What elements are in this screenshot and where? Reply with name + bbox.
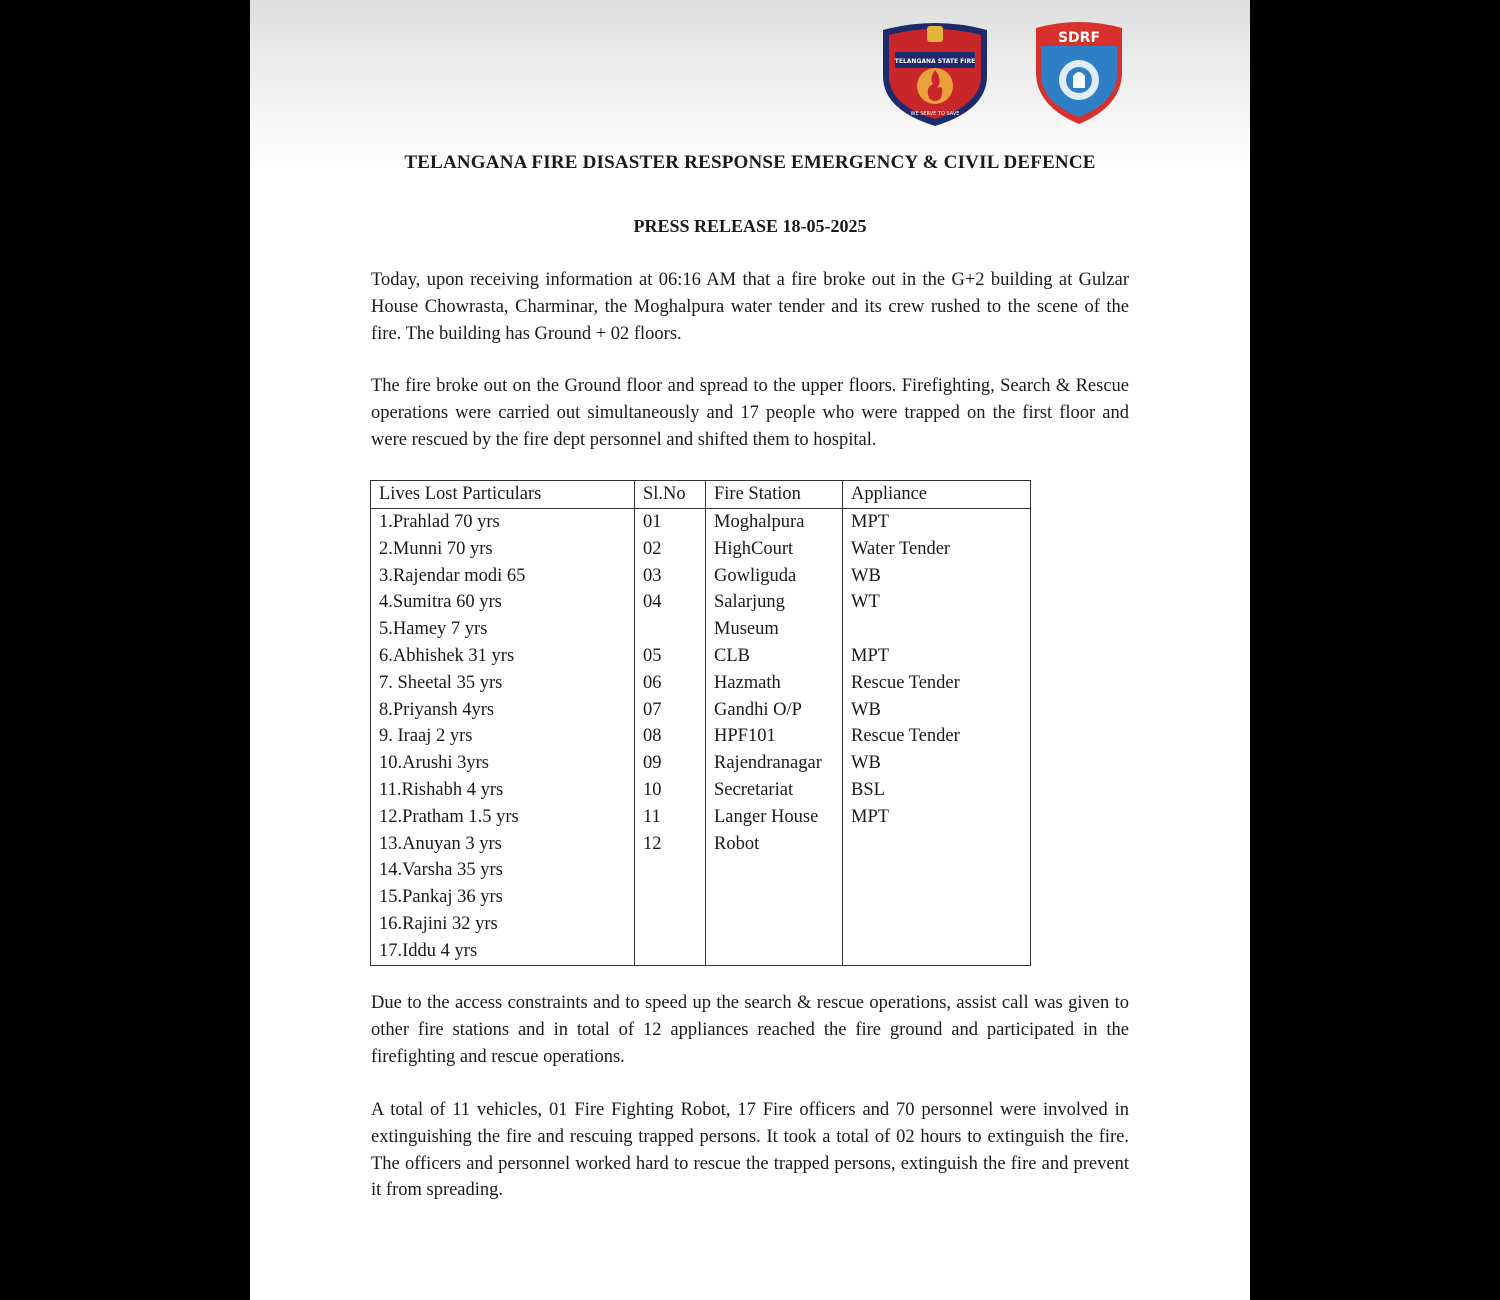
table-row (371, 777, 1031, 804)
victim-cell: 3.Rajendar modi 65 (371, 563, 635, 590)
table-row (371, 884, 1031, 911)
sl-no-cell (635, 857, 706, 884)
appliance-cell: WB (843, 563, 1031, 590)
table-row (371, 643, 1031, 670)
table-row (371, 857, 1031, 884)
paragraph-resources: A total of 11 vehicles, 01 Fire Fighting Robot, 17 Fire officers and 70 personnel were involved in extinguishing the fire and rescuing trapped persons. It took a total of 02 hours to extinguish the fire. The officers and personnel worked hard to rescue the trapped persons, extinguish the fire and prevent it from spreading. (371, 1100, 1129, 1201)
appliance-cell: WT (843, 589, 1031, 616)
department-title: TELANGANA FIRE DISASTER RESPONSE EMERGENCY & CIVIL DEFENCE (404, 152, 1096, 173)
press-release-title: PRESS RELEASE 18-05-2025 (633, 216, 867, 236)
sl-no-cell: 05 (635, 643, 706, 670)
press-release-page (250, 0, 1250, 1300)
fire-station-cell: CLB (706, 643, 843, 670)
sl-no-cell: 02 (635, 536, 706, 563)
table-row (371, 589, 1031, 616)
fire-station-cell: Robot (706, 831, 843, 858)
table-row (371, 536, 1031, 563)
fire-station-cell: Secretariat (706, 777, 843, 804)
fire-station-cell: Museum (706, 616, 843, 643)
victim-cell: 2.Munni 70 yrs (371, 536, 635, 563)
victim-cell: 11.Rishabh 4 yrs (371, 777, 635, 804)
fire-logo-text: TELANGANA STATE FIRE (894, 58, 976, 65)
table-row (371, 723, 1031, 750)
victim-cell: 14.Varsha 35 yrs (371, 857, 635, 884)
fire-station-cell (706, 884, 843, 911)
appliance-cell: MPT (843, 509, 1031, 536)
sl-no-cell: 07 (635, 697, 706, 724)
sl-no-cell: 08 (635, 723, 706, 750)
table-header-row (371, 481, 1031, 509)
sdrf-logo-text: SDRF (1057, 30, 1101, 46)
table-row (371, 670, 1031, 697)
appliance-cell (843, 831, 1031, 858)
table-row (371, 804, 1031, 831)
fire-station-cell: Rajendranagar (706, 750, 843, 777)
table-row (371, 616, 1031, 643)
appliance-cell: Water Tender (843, 536, 1031, 563)
victim-cell: 7. Sheetal 35 yrs (371, 670, 635, 697)
table-row (371, 509, 1031, 536)
victim-cell: 16.Rajini 32 yrs (371, 911, 635, 938)
victim-cell: 15.Pankaj 36 yrs (371, 884, 635, 911)
table-row (371, 563, 1031, 590)
sl-no-cell (635, 911, 706, 938)
sl-no-cell: 06 (635, 670, 706, 697)
table-row (371, 697, 1031, 724)
appliance-cell (843, 616, 1031, 643)
victim-cell: 9. Iraaj 2 yrs (371, 723, 635, 750)
sl-no-cell: 01 (635, 509, 706, 536)
victim-cell: 17.Iddu 4 yrs (371, 938, 635, 965)
column-header-lives-lost: Lives Lost Particulars (371, 481, 635, 509)
fire-station-cell: Salarjung (706, 589, 843, 616)
table-row (371, 831, 1031, 858)
victim-cell: 1.Prahlad 70 yrs (371, 509, 635, 536)
appliance-cell (843, 938, 1031, 965)
logo-row (875, 18, 1145, 130)
appliance-cell: Rescue Tender (843, 723, 1031, 750)
sl-no-cell: 10 (635, 777, 706, 804)
victim-cell: 12.Pratham 1.5 yrs (371, 804, 635, 831)
fire-station-cell: HPF101 (706, 723, 843, 750)
sl-no-cell (635, 938, 706, 965)
paragraph-assist-call: Due to the access constraints and to speed up the search & rescue operations, assist call was given to other fire stations and in total of 12 appliances reached the fire ground and participated in the firefighting and rescue operations. (371, 993, 1129, 1067)
fire-station-cell: Moghalpura (706, 509, 843, 536)
lives-lost-table (370, 480, 1031, 966)
table-row (371, 911, 1031, 938)
victim-cell: 5.Hamey 7 yrs (371, 616, 635, 643)
sl-no-cell: 09 (635, 750, 706, 777)
fire-station-cell (706, 938, 843, 965)
sl-no-cell (635, 884, 706, 911)
telangana-state-fire-logo (875, 18, 995, 128)
victim-cell: 13.Anuyan 3 yrs (371, 831, 635, 858)
victim-cell: 6.Abhishek 31 yrs (371, 643, 635, 670)
fire-station-cell: HighCourt (706, 536, 843, 563)
appliance-cell (843, 857, 1031, 884)
fire-station-cell (706, 911, 843, 938)
fire-station-cell: Hazmath (706, 670, 843, 697)
appliance-cell: Rescue Tender (843, 670, 1031, 697)
sl-no-cell (635, 616, 706, 643)
appliance-cell: WB (843, 697, 1031, 724)
appliance-cell: MPT (843, 643, 1031, 670)
column-header-fire-station: Fire Station (706, 481, 843, 509)
appliance-cell (843, 911, 1031, 938)
fire-logo-motto: WE SERVE TO SAVE (910, 111, 960, 117)
appliance-cell: WB (843, 750, 1031, 777)
table-row (371, 750, 1031, 777)
paragraph-rescue: The fire broke out on the Ground floor and spread to the upper floors. Firefighting, Search & Rescue operations were carried out simultaneously and 17 people who were trapped on the first floor and were rescued by the fire dept personnel and shifted them to hospital. (371, 376, 1129, 450)
appliance-cell (843, 884, 1031, 911)
fire-station-cell (706, 857, 843, 884)
sdrf-logo (1030, 18, 1128, 126)
victim-cell: 8.Priyansh 4yrs (371, 697, 635, 724)
appliance-cell: BSL (843, 777, 1031, 804)
table-row (371, 938, 1031, 965)
appliance-cell: MPT (843, 804, 1031, 831)
fire-station-cell: Langer House (706, 804, 843, 831)
sl-no-cell: 04 (635, 589, 706, 616)
sl-no-cell: 03 (635, 563, 706, 590)
sl-no-cell: 12 (635, 831, 706, 858)
victim-cell: 4.Sumitra 60 yrs (371, 589, 635, 616)
paragraph-incident: Today, upon receiving information at 06:16 AM that a fire broke out in the G+2 building at Gulzar House Chowrasta, Charminar, the Moghalpura water tender and its crew rushed to the scene of the fire. The building has Ground + 02 floors. (371, 270, 1129, 344)
sl-no-cell: 11 (635, 804, 706, 831)
fire-station-cell: Gandhi O/P (706, 697, 843, 724)
column-header-sl-no: Sl.No (635, 481, 706, 509)
victim-cell: 10.Arushi 3yrs (371, 750, 635, 777)
column-header-appliance: Appliance (843, 481, 1031, 509)
fire-station-cell: Gowliguda (706, 563, 843, 590)
